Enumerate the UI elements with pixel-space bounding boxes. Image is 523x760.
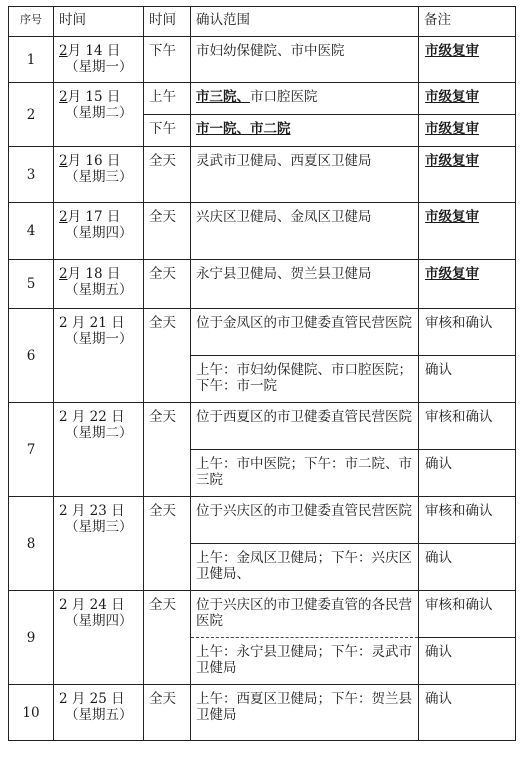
date-weekday: （星期二） [65,105,133,121]
row-note: 确认 [419,450,516,497]
row-note: 市级复审 [419,37,516,83]
date-weekday: （星期五） [65,282,133,298]
row-number: 7 [9,403,54,497]
row-scope [191,83,419,115]
schedule-table [8,6,516,741]
row-date [54,309,144,403]
row-note: 审核和确认 [419,309,516,356]
header-scope: 确认范围 [191,7,419,37]
date-weekday: （星期四） [65,225,133,241]
row-note: 审核和确认 [419,403,516,450]
table-row [9,203,516,260]
row-number: 3 [9,147,54,203]
scope-rest: 市口腔医院 [250,89,318,105]
row-period: 全天 [144,203,191,260]
row-period: 全天 [144,147,191,203]
table-row [9,497,516,544]
header-period: 时间 [144,7,191,37]
table-row [9,83,516,115]
row-note: 确认 [419,638,516,685]
row-scope: 位于金凤区的市卫健委直管民营医院 [191,309,419,356]
scope-bold: 市三院、 [196,89,250,105]
row-number: 2 [9,83,54,147]
row-scope: 兴庆区卫健局、金凤区卫健局 [191,203,419,260]
date-text: 2 月 22 日 [59,409,125,425]
row-number: 5 [9,260,54,309]
header-date: 时间 [54,7,144,37]
row-date [54,37,144,83]
row-date [54,591,144,685]
date-day: 月 17 日 [67,209,121,225]
row-scope: 上午：西夏区卫健局；下午：贺兰县卫健局 [191,685,419,741]
table-row [9,309,516,356]
date-weekday: （星期五） [65,707,133,723]
row-period: 下午 [144,37,191,83]
date-text: 2 月 24 日 [59,597,125,613]
row-note: 市级复审 [419,203,516,260]
date-weekday: （星期三） [65,519,133,535]
date-day: 月 14 日 [67,43,121,59]
row-number: 10 [9,685,54,741]
row-number: 4 [9,203,54,260]
date-weekday: （星期一） [65,331,133,347]
row-number: 8 [9,497,54,591]
row-number: 6 [9,309,54,403]
row-scope: 位于西夏区的市卫健委直管民营医院 [191,403,419,450]
table-row [9,260,516,309]
row-scope: 位于兴庆区的市卫健委直管民营医院 [191,497,419,544]
row-scope: 市妇幼保健院、市中医院 [191,37,419,83]
row-number: 1 [9,37,54,83]
date-day: 月 18 日 [67,266,121,282]
date-month: 2 [59,153,68,169]
date-month: 2 [59,43,68,59]
date-text: 2 月 25 日 [59,691,125,707]
date-weekday: （星期二） [65,425,133,441]
date-month: 2 [59,209,68,225]
row-scope: 上午：市中医院；下午：市二院、市三院 [191,450,419,497]
row-number: 9 [9,591,54,685]
date-month: 2 [59,266,68,282]
date-month: 2 [59,89,68,105]
row-note: 市级复审 [419,115,516,147]
row-note: 确认 [419,685,516,741]
scope-bold: 市一院、市二院 [196,121,291,137]
date-text: 2 月 21 日 [59,315,125,331]
row-note: 市级复审 [419,260,516,309]
date-weekday: （星期一） [65,59,133,75]
row-period: 全天 [144,685,191,741]
table-row [9,685,516,741]
date-weekday: （星期三） [65,169,133,185]
date-weekday: （星期四） [65,613,133,629]
row-note: 确认 [419,544,516,591]
header-no: 序号 [9,7,54,37]
date-text: 2 月 23 日 [59,503,125,519]
table-row [9,37,516,83]
row-note: 市级复审 [419,83,516,115]
row-scope: 上午：金凤区卫健局；下午：兴庆区卫健局、 [191,544,419,591]
row-scope: 位于兴庆区的市卫健委直管的各民营医院 [191,591,419,638]
row-note: 确认 [419,356,516,403]
row-period: 全天 [144,403,191,497]
row-period: 下午 [144,115,191,147]
date-day: 月 16 日 [67,153,121,169]
row-scope: 灵武市卫健局、西夏区卫健局 [191,147,419,203]
row-date [54,203,144,260]
table-row [9,591,516,638]
row-period: 全天 [144,591,191,685]
row-note: 审核和确认 [419,591,516,638]
row-note: 审核和确认 [419,497,516,544]
row-date [54,685,144,741]
row-scope: 上午：永宁县卫健局；下午：灵武市卫健局 [191,638,419,685]
row-scope: 永宁县卫健局、贺兰县卫健局 [191,260,419,309]
row-date [54,83,144,147]
row-date [54,147,144,203]
row-note: 市级复审 [419,147,516,203]
row-period: 上午 [144,83,191,115]
date-day: 月 15 日 [67,89,121,105]
header-row [9,7,516,37]
table-row [9,403,516,450]
header-note: 备注 [419,7,516,37]
row-period: 全天 [144,309,191,403]
row-scope [191,115,419,147]
row-date [54,497,144,591]
row-scope: 上午：市妇幼保健院、市口腔医院；下午：市一院 [191,356,419,403]
row-period: 全天 [144,497,191,591]
row-date [54,260,144,309]
row-period: 全天 [144,260,191,309]
table-row [9,147,516,203]
row-date [54,403,144,497]
